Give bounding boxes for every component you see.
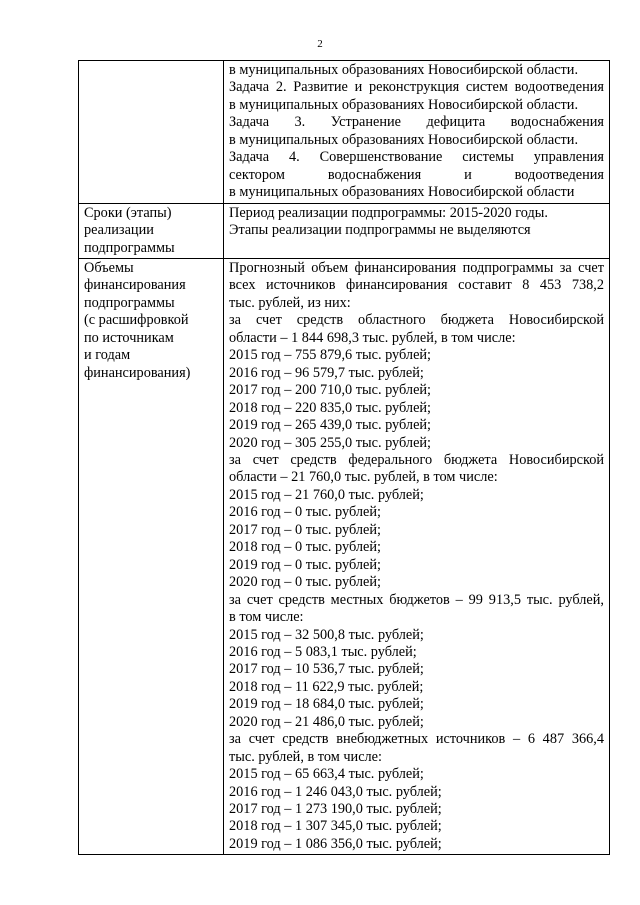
- content-line: 2016 год – 96 579,7 тыс. рублей;: [229, 364, 424, 381]
- content-line: 2020 год – 0 тыс. рублей;: [229, 574, 381, 591]
- content-line: Прогнозный объем финансирования подпрограммы за счет: [229, 259, 604, 276]
- content-line: всех источников финансирования составит 8 453 738,2: [229, 277, 604, 294]
- content-line: 2017 год – 0 тыс. рублей;: [229, 521, 381, 538]
- row-label-empty: [79, 61, 224, 204]
- content-line: в муниципальных образованиях Новосибирской области.: [229, 96, 579, 113]
- content-line: в том числе:: [229, 609, 304, 626]
- content-line: сектором водоснабжения и водоотведения: [229, 166, 604, 183]
- content-line: тыс. рублей, из них:: [229, 294, 351, 311]
- content-line: 2016 год – 0 тыс. рублей;: [229, 504, 381, 521]
- content-line: Задача 4. Совершенствование системы управления: [229, 149, 604, 166]
- row-content-terms: [224, 203, 610, 258]
- content-line: 2018 год – 1 307 345,0 тыс. рублей;: [229, 818, 442, 835]
- content-line: Этапы реализации подпрограммы не выделяются: [229, 222, 531, 239]
- content-line: 2016 год – 5 083,1 тыс. рублей;: [229, 643, 417, 660]
- content-line: за счет средств местных бюджетов – 99 913,5 тыс. рублей,: [229, 591, 604, 608]
- content-line: 2016 год – 1 246 043,0 тыс. рублей;: [229, 783, 442, 800]
- content-line: области – 1 844 698,3 тыс. рублей, в том числе:: [229, 329, 516, 346]
- label-line: Объемы: [84, 259, 134, 276]
- content-line: за счет средств внебюджетных источников – 6 487 366,4: [229, 731, 604, 748]
- content-line: в муниципальных образованиях Новосибирской области.: [229, 62, 579, 78]
- label-line: финансирования: [84, 277, 186, 294]
- content-line: тыс. рублей, в том числе:: [229, 748, 382, 765]
- content-line: Задача 3. Устранение дефицита водоснабжения: [229, 114, 604, 131]
- content-line: 2018 год – 11 622,9 тыс. рублей;: [229, 678, 424, 695]
- content-line: 2017 год – 1 273 190,0 тыс. рублей;: [229, 801, 442, 818]
- content-line: 2019 год – 18 684,0 тыс. рублей;: [229, 696, 424, 713]
- row-label-financing: [79, 258, 224, 854]
- label-line: подпрограммы: [84, 239, 175, 256]
- table-row-tasks: [79, 61, 610, 204]
- page-number: 2: [317, 38, 323, 50]
- label-line: Сроки (этапы): [84, 204, 172, 221]
- label-line: подпрограммы: [84, 294, 175, 311]
- label-line: реализации: [84, 222, 154, 239]
- label-line: и годам: [84, 347, 131, 364]
- content-line: за счет средств областного бюджета Новосибирской: [229, 312, 604, 329]
- content-line: 2019 год – 1 086 356,0 тыс. рублей;: [229, 835, 442, 852]
- content-line: 2018 год – 0 тыс. рублей;: [229, 539, 381, 556]
- row-content-financing: [224, 258, 610, 854]
- label-line: по источникам: [84, 329, 174, 346]
- table-row-terms: [79, 203, 610, 258]
- content-line: 2019 год – 0 тыс. рублей;: [229, 556, 381, 573]
- content-line: 2017 год – 10 536,7 тыс. рублей;: [229, 661, 424, 678]
- content-line: 2015 год – 755 879,6 тыс. рублей;: [229, 347, 432, 364]
- content-line: 2015 год – 32 500,8 тыс. рублей;: [229, 626, 424, 643]
- passport-table: [78, 60, 610, 855]
- content-line: 2017 год – 200 710,0 тыс. рублей;: [229, 382, 432, 399]
- label-line: финансирования): [84, 364, 191, 381]
- row-label-terms: [79, 203, 224, 258]
- content-line: за счет средств федерального бюджета Новосибирской: [229, 451, 604, 468]
- content-line: 2020 год – 305 255,0 тыс. рублей;: [229, 434, 432, 451]
- row-content-tasks: [224, 61, 610, 204]
- table-row-financing: [79, 258, 610, 854]
- content-line: 2018 год – 220 835,0 тыс. рублей;: [229, 399, 432, 416]
- content-line: в муниципальных образованиях Новосибирской области: [229, 184, 575, 201]
- content-line: 2015 год – 65 663,4 тыс. рублей;: [229, 766, 424, 783]
- content-line: 2019 год – 265 439,0 тыс. рублей;: [229, 417, 432, 434]
- content-line: Задача 2. Развитие и реконструкция систем водоотведения: [229, 79, 604, 96]
- label-line: (с расшифровкой: [84, 312, 189, 329]
- content-line: в муниципальных образованиях Новосибирской области.: [229, 131, 579, 148]
- content-line: 2015 год – 21 760,0 тыс. рублей;: [229, 486, 424, 503]
- content-line: Период реализации подпрограммы: 2015-2020 годы.: [229, 204, 548, 221]
- content-line: области – 21 760,0 тыс. рублей, в том числе:: [229, 469, 498, 486]
- content-line: 2020 год – 21 486,0 тыс. рублей;: [229, 713, 424, 730]
